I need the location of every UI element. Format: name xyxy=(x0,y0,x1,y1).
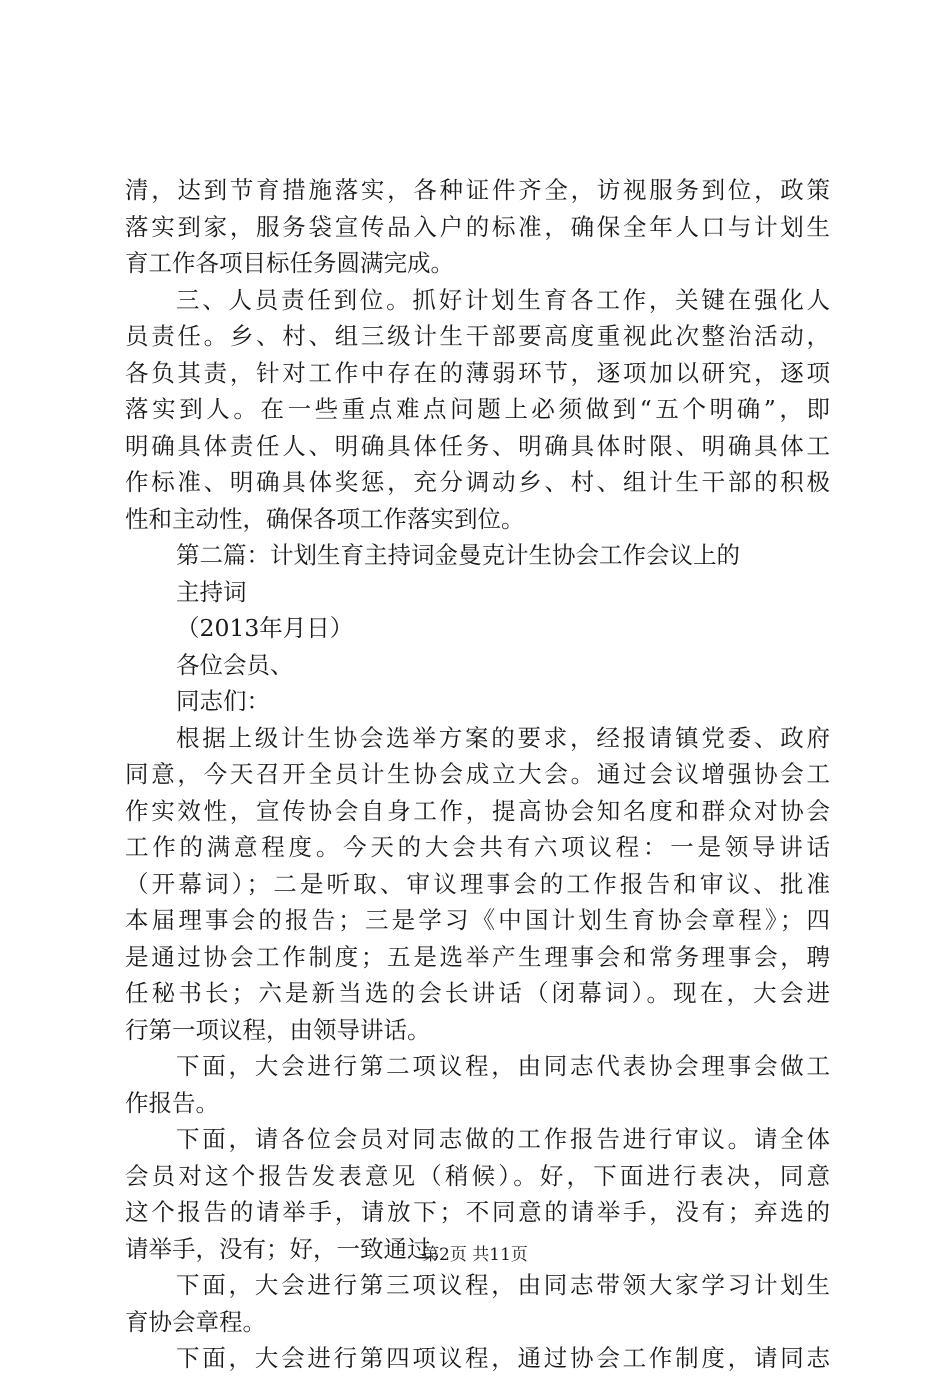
section-heading: 第二篇：计划生育主持词金曼克计生协会工作会议上的 xyxy=(176,541,740,569)
salutation-line: 各位会员、 xyxy=(176,650,294,679)
text-line: 育协会章程。 xyxy=(125,1307,266,1336)
paragraph-start-line: 下面，大会进行第二项议程，由同志代表协会理事会做工 xyxy=(176,1052,830,1080)
paragraph-start-line: 三、人员责任到位。抓好计划生育各工作，关键在强化人 xyxy=(176,285,830,314)
page-number-label: 第2页 共11页 xyxy=(422,1245,528,1265)
salutation-line: 同志们： xyxy=(176,687,270,715)
text-line: 这个报告的请举手，请放下；不同意的请举手，没有；弃选的 xyxy=(125,1198,830,1226)
text-line: 清，达到节育措施落实，各种证件齐全，访视服务到位，政策 xyxy=(125,176,830,204)
paragraph-start-line: 下面，请各位会员对同志做的工作报告进行审议。请全体 xyxy=(176,1125,830,1153)
text-line: 会员对这个报告发表意见（稍候）。好，下面进行表决，同意 xyxy=(125,1161,830,1190)
text-line: 工作的满意程度。今天的大会共有六项议程：一是领导讲话 xyxy=(125,833,830,861)
body-text xyxy=(125,172,830,1377)
paragraph-start-line: 下面，大会进行第四项议程，通过协会工作制度，请同志 xyxy=(176,1344,830,1372)
text-line: 请举手，没有；好，一致通过。 xyxy=(125,1234,454,1263)
text-line: （开幕词）；二是听取、审议理事会的工作报告和审议、批准 xyxy=(125,869,830,898)
text-line: 作标准、明确具体奖惩，充分调动乡、村、组计生干部的积极 xyxy=(125,468,830,496)
date-line: （2013年月日） xyxy=(176,614,354,642)
text-line: 落实到家，服务袋宣传品入户的标准，确保全年人口与计划生 xyxy=(125,212,830,241)
text-line: 作实效性，宣传协会自身工作，提高协会知名度和群众对协会 xyxy=(125,796,830,825)
paragraph-start-line: 根据上级计生协会选举方案的要求，经报请镇党委、政府 xyxy=(176,723,830,752)
text-line: 本届理事会的报告；三是学习《中国计划生育协会章程》；四 xyxy=(125,906,830,934)
text-line: 性和主动性，确保各项工作落实到位。 xyxy=(125,504,525,533)
text-line: 同意，今天召开全员计生协会成立大会。通过会议增强协会工 xyxy=(125,760,830,788)
text-line: 落实到人。在一些重点难点问题上必须做到“五个明确”，即 xyxy=(125,395,830,423)
text-line: 任秘书长；六是新当选的会长讲话（闭幕词）。现在，大会进 xyxy=(125,979,830,1007)
section-heading-continued: 主持词 xyxy=(176,577,247,606)
paragraph-start-line: 下面，大会进行第三项议程，由同志带领大家学习计划生 xyxy=(176,1271,830,1299)
text-line: 明确具体责任人、明确具体任务、明确具体时限、明确具体工 xyxy=(125,431,830,460)
text-line: 育工作各项目标任务圆满完成。 xyxy=(125,249,454,277)
text-line: 是通过协会工作制度；五是选举产生理事会和常务理事会，聘 xyxy=(125,942,830,971)
text-line: 作报告。 xyxy=(125,1088,219,1117)
text-line: 各负其责，针对工作中存在的薄弱环节，逐项加以研究，逐项 xyxy=(125,358,830,387)
text-line: 行第一项议程，由领导讲话。 xyxy=(125,1015,431,1044)
page-footer xyxy=(0,1244,950,1266)
text-line: 员责任。乡、村、组三级计生干部要高度重视此次整治活动， xyxy=(125,322,830,350)
